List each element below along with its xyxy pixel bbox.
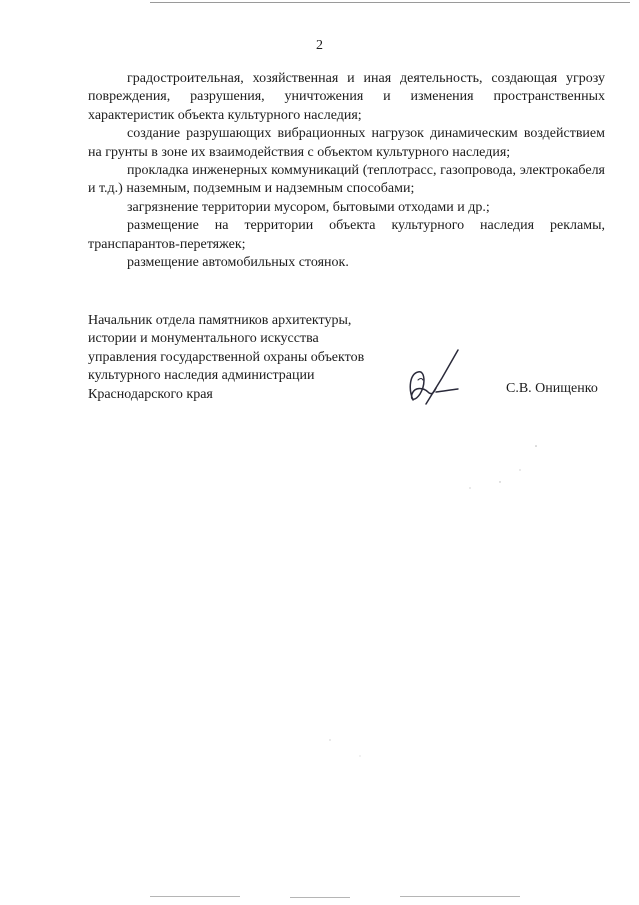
signatory-position-line: культурного наследия администрации — [88, 368, 315, 384]
paragraph-vibration-loads: создание разрушающих вибрационных нагрузок динамическим воздействием на грунты в зоне их взаимодействия с объектом культурного наследия; — [88, 126, 605, 160]
signatory-position-line: Начальник отдела памятников архитектуры, — [88, 313, 352, 328]
paragraph-pollution: загрязнение территории мусором, бытовыми отходами и др.; — [127, 199, 490, 215]
paragraph-parking: размещение автомобильных стоянок. — [127, 255, 349, 271]
paragraph-urban-activity: градостроительная, хозяйственная и иная деятельность, создающая угрозу повреждения, разрушения, уничтожения и изменения пространственных характеристик объекта культурного наследия; — [88, 71, 605, 123]
document-body — [88, 70, 605, 272]
signatory-name: С.В. Онищенко — [506, 381, 598, 396]
handwritten-signature — [398, 348, 468, 410]
scan-top-edge-line — [150, 2, 630, 3]
signatory-position-line: истории и монументального искусства — [88, 331, 319, 347]
signatory-position-line: управления государственной охраны объектов — [88, 349, 365, 365]
page-number: 2 — [316, 38, 323, 53]
paragraph-advertising: размещение на территории объекта культурного наследия рекламы, транспарантов-перетяжек; — [88, 218, 605, 252]
signatory-position-line: Краснодарского края — [88, 386, 213, 402]
paragraph-utility-lines: прокладка инженерных коммуникаций (теплотрасс, газопровода, электрокабеля и т.д.) наземным, подземным и надземным способами; — [88, 163, 605, 197]
signatory-position — [88, 312, 408, 404]
